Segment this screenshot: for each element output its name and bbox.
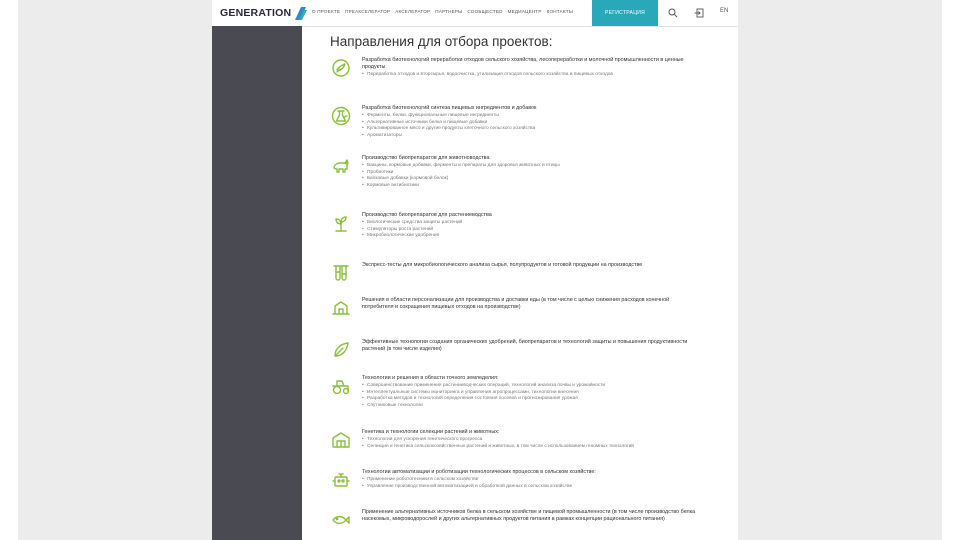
site-header [212,0,738,27]
logo-mark-icon [293,6,308,21]
direction-bullets [362,220,696,240]
direction-body [362,105,696,139]
direction-bullet: • Биологические средства защиты растений [362,220,696,227]
direction-title: Применение альтернативных источников белка в сельском хозяйстве и пищевой промышленности (в том числе производство белка насекомых, микроводорослей и других альтернативных продуктов питания в рамках концепции рационального питания) [362,509,696,522]
register-button[interactable]: РЕГИСТРАЦИЯ [592,0,658,26]
automation-icon [330,469,352,491]
direction-bullet: • Управление производственной автоматизацией и обработкой данных в сельском хозяйстве [362,484,696,491]
direction-bullets [362,163,696,189]
direction-title: Технологии и решения в области точного земледелия: [362,375,499,381]
direction-body [362,375,696,409]
direction-bullet: • Селекция и генетика сельскохозяйственных растений и животных, в том числе с использованием геномных технологий [362,444,696,451]
plant-processing-icon [330,57,352,79]
direction-body [362,339,696,353]
main-content [330,34,700,522]
flask-leaf-icon [330,105,352,127]
language-switch[interactable]: EN [720,8,729,14]
sprout-icon [330,212,352,234]
direction-bullets [362,72,696,79]
direction-title: Разработка биотехнологий синтеза пищевых ингредиентов и добавок [362,105,537,111]
direction-title: Эффективные технологии создания органических удобрений, биопрепаратов и технологий защиты и повышения продуктивности растений (в том числе изделия) [362,339,688,352]
direction-bullets [362,113,696,139]
direction-bullet: • Кормовые антибиотики [362,183,696,190]
direction-bullet: • Интеллектуальные системы мониторинга и управления агропроцессами, технологии внесения [362,390,696,397]
direction-bullet: • Ароматизаторы [362,133,696,140]
search-icon[interactable] [668,8,678,18]
login-icon[interactable] [694,8,704,18]
animal-icon [330,155,352,177]
logo[interactable] [220,5,308,21]
direction-bullet: • Белковые добавки (кормовой белок) [362,176,696,183]
logo-text: GENERATION [220,7,292,19]
direction-bullet: • Ферменты, белки, функциональные пищевые ингредиенты [362,113,696,120]
nav-item-about[interactable]: О ПРОЕКТЕ [312,9,341,14]
direction-bullets [362,477,696,490]
direction-body [362,155,696,189]
direction-bullet: • Микробиологические удобрения [362,233,696,240]
direction-body [362,57,696,79]
direction-body [362,509,696,523]
direction-bullet: • Применение робототехники в сельском хозяйстве [362,477,696,484]
leaf-icon [330,339,352,361]
direction-bullet: • Технологии для ускорения генетического прогресса [362,437,696,444]
direction-bullet: • Спутниковые технологии [362,403,696,410]
nav-item-partners[interactable]: ПАРТНЕРЫ [435,9,463,14]
nav-item-community[interactable]: СООБЩЕСТВО [467,9,503,14]
direction-body [362,429,696,450]
direction-title: Производство биопрепаратов для растениеводства [362,212,492,218]
direction-title: Производство биопрепаратов для животноводства [362,155,490,161]
direction-bullet: • Пробиотики [362,170,696,177]
page-title: Направления для отбора проектов: [330,34,553,49]
nav-item-accelerator[interactable]: АКСЕЛЕРАТОР [395,9,431,14]
direction-title: Решения в области персонализации для производства и доставки еды (в том числе с целью снижения расходов конечной потребителя и сокращения пищевых отходов на производстве) [362,297,670,310]
direction-body [362,297,696,311]
greenhouse-icon [330,429,352,451]
direction-title: Разработка биотехнологий переработки отходов сельского хозяйства, лесопереработки и молочной промышленности в ценные продукты [362,57,684,70]
direction-bullet: • Стимуляторы роста растений [362,227,696,234]
nav-item-contacts[interactable]: КОНТАКТЫ [546,9,574,14]
direction-bullet: • Вакцины, кормовые добавки, ферменты и препараты для здоровья животных и птицы [362,163,696,170]
direction-body [362,469,696,490]
direction-title: Технологии автоматизации и роботизации технологических процессов в сельском хозяйстве: [362,469,596,475]
pig-icon [330,297,352,319]
left-dark-panel [212,26,302,540]
direction-bullet: • Разработка методов и технологий определения состояния посевов и прогнозирования урожая [362,396,696,403]
page-background-right [738,0,942,540]
direction-title: Экспресс-тесты для микробиологического анализа сырья, полупродуктов и готовой продукции на производстве [362,262,643,268]
direction-bullet: • Переработка отходов и вторсырья, водоочистка, утилизация отходов сельского хозяйства и пищевых отходов [362,72,696,79]
direction-body [362,212,696,240]
direction-title: Генетика и технологии селекции растений и животных: [362,429,500,435]
direction-body [362,262,696,269]
direction-bullets [362,437,696,450]
nav-item-preaccelerator[interactable]: ПРЕАКСЕЛЕРАТОР [345,9,391,14]
page-background-left [18,0,212,540]
nav-item-media[interactable]: МЕДИАЦЕНТР [507,9,542,14]
direction-bullet: • Культивированное мясо и другие продукты клеточного сельского хозяйства [362,126,696,133]
tractor-icon [330,375,352,397]
main-nav [312,9,573,14]
direction-bullet: • Альтернативные источники белка и пищевые добавки [362,120,696,127]
fish-icon [330,509,352,531]
test-tubes-icon [330,262,352,284]
direction-bullet: • Совершенствование применения растениеводческих операций, технологий анализа почвы и урожайности [362,383,696,390]
direction-bullets [362,383,696,409]
